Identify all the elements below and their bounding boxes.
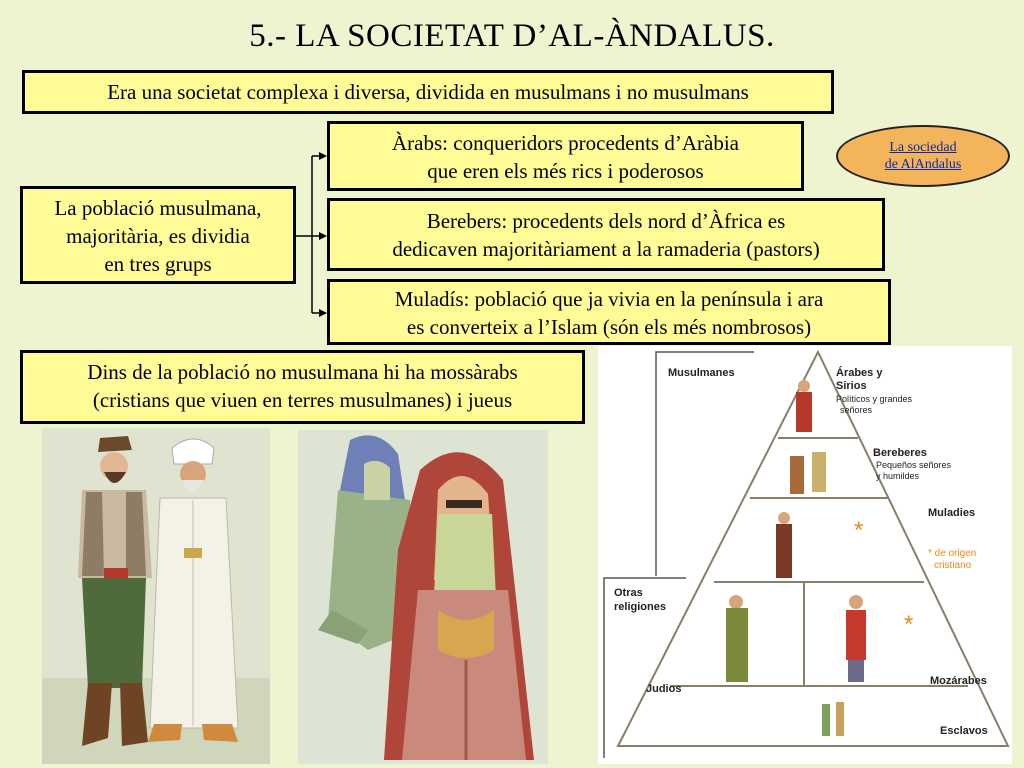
asterisk-muladies: * (854, 517, 864, 544)
label-mozarabes: Mozárabes (930, 675, 987, 687)
berbers-line-1: Berebers: procedents dels nord d’Àfrica es (426, 209, 786, 233)
label-arabes-1: Árabes y (836, 367, 883, 379)
muladis-line-2: es converteix a l’Islam (són els més nombrosos) (406, 315, 812, 339)
muslim-group-line-2: majoritària, es dividia (66, 224, 250, 248)
label-arabes-desc-1: Políticos y grandes (836, 394, 913, 404)
label-arabes-2: Sirios (836, 380, 867, 392)
muladis-box (327, 279, 891, 345)
label-bereberes: Bereberes (873, 447, 927, 459)
page-title: 5.- LA SOCIETAT D’AL-ÀNDALUS. (249, 18, 775, 54)
label-muladies: Muladies (928, 507, 976, 519)
label-esclavos: Esclavos (940, 725, 988, 737)
label-bereberes-desc-1: Pequeños señores (876, 460, 952, 470)
label-arabes-desc-2: señores (840, 405, 873, 415)
label-religiones: religiones (614, 601, 666, 613)
label-origen-1: * de origen (928, 548, 977, 559)
jewish-figure (726, 595, 748, 682)
arab-figure (796, 380, 812, 432)
muladis-line-1: Muladís: població que ja vivia en la península i ara (394, 287, 824, 311)
two-women-illustration (298, 430, 548, 764)
berbers-box (327, 198, 885, 271)
label-bereberes-desc-2: y humildes (876, 471, 920, 481)
two-men-illustration (42, 428, 270, 764)
intro-text: Era una societat complexa i diversa, dividida en musulmans i no musulmans (107, 80, 749, 104)
label-judios: Judios (646, 683, 682, 695)
arabs-line-1: Àrabs: conqueridors procedents d’Aràbia (392, 131, 739, 155)
social-pyramid-diagram (598, 346, 1012, 764)
sociedad-link[interactable] (885, 140, 962, 172)
non-muslim-box (20, 350, 585, 424)
berbers-line-2: dedicaven majoritàriament a la ramaderia (pastors) (392, 237, 820, 261)
muslim-group-line-3: en tres grups (104, 252, 212, 276)
arabs-box (327, 121, 804, 191)
muslim-group-line-1: La població musulmana, (54, 196, 262, 220)
sociedad-link-line-1: La sociedad (889, 140, 957, 155)
label-otras: Otras (614, 587, 643, 599)
label-musulmanes: Musulmanes (668, 367, 735, 379)
arabs-line-2: que eren els més rics i poderosos (427, 159, 704, 183)
sociedad-link-line-2: de AlAndalus (884, 157, 962, 172)
non-muslim-line-2: (cristians que viuen en terres musulmanes) i jueus (92, 388, 513, 412)
muslim-group-box (20, 186, 296, 284)
sociedad-link-oval[interactable] (836, 125, 1010, 187)
non-muslim-line-1: Dins de la població no musulmana hi ha mossàrabs (87, 360, 518, 384)
asterisk-mozarabes: * (904, 611, 914, 638)
label-origen-2: cristiano (934, 560, 972, 571)
